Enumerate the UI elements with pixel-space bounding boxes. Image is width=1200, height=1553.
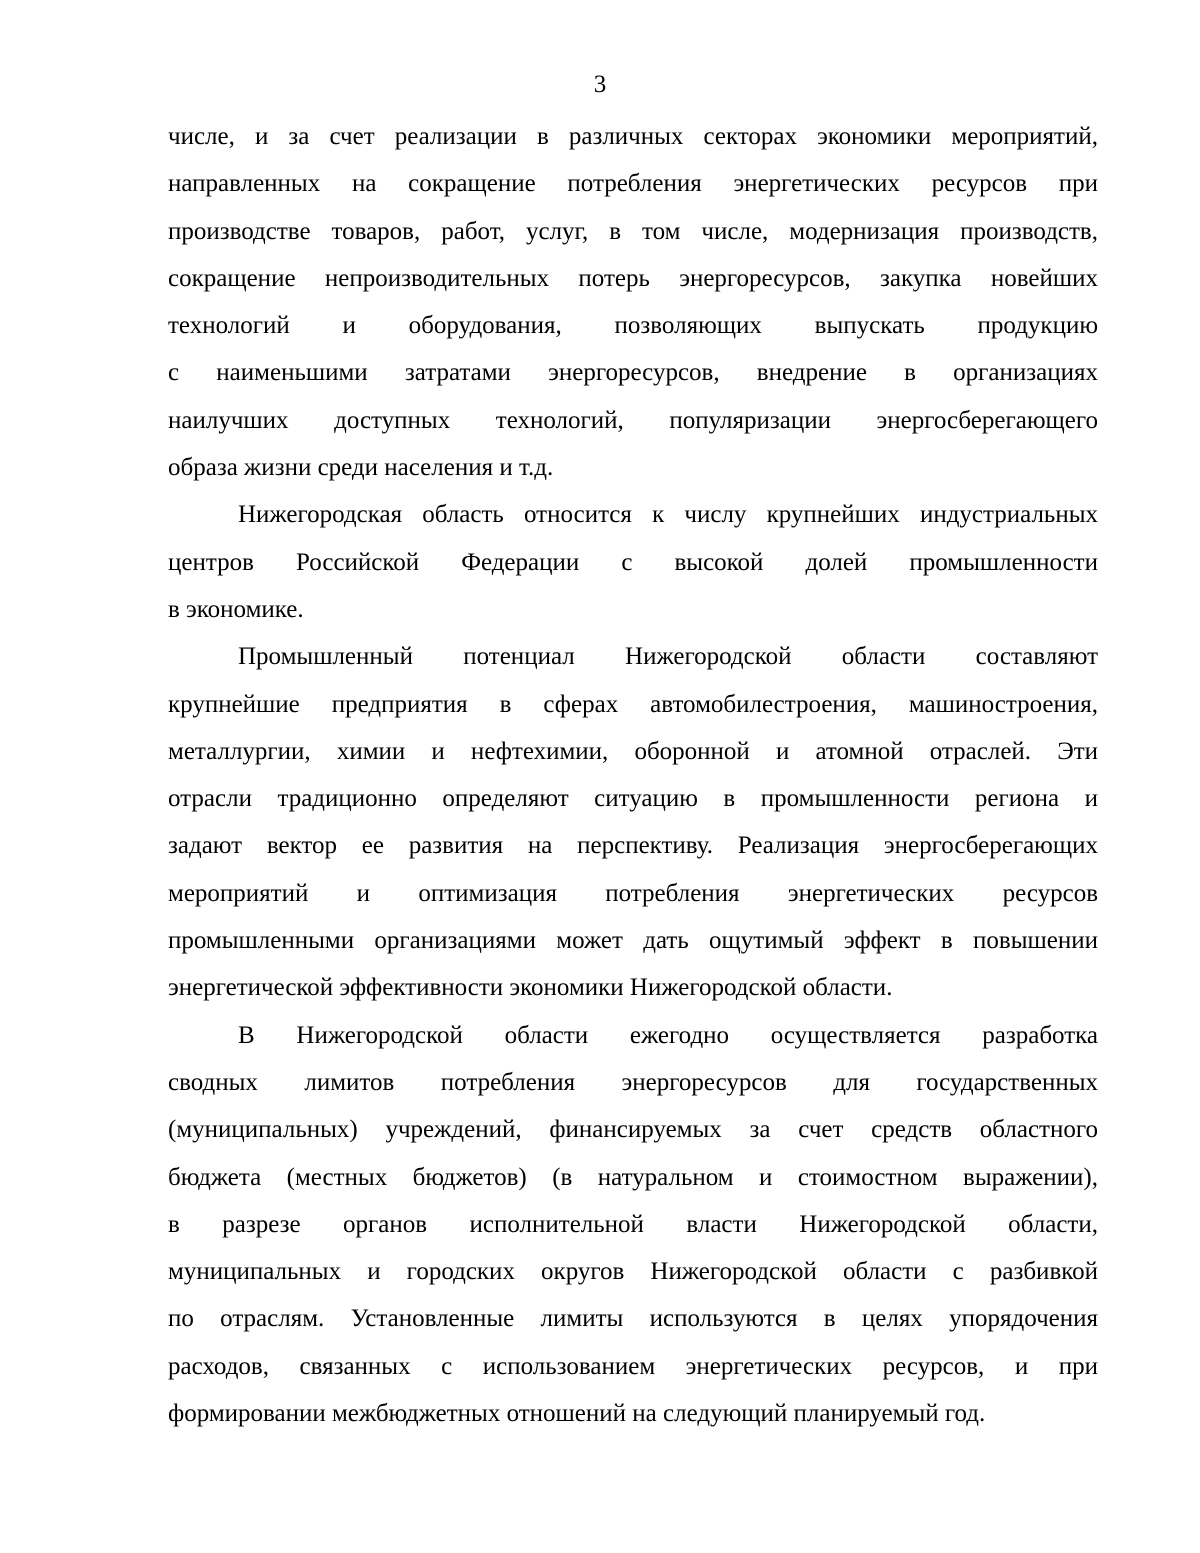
text-line: задают вектор ее развития на перспективу. Реализация энергосберегающих (168, 832, 1098, 860)
text-line: расходов, связанных с использованием энергетических ресурсов, и при (168, 1352, 1098, 1380)
text-line: В Нижегородской области ежегодно осуществляется разработка (238, 1021, 1098, 1049)
text-line: сокращение непроизводительных потерь энергоресурсов, закупка новейших (168, 264, 1098, 292)
text-line: производстве товаров, работ, услуг, в том числе, модернизация производств, (168, 217, 1098, 245)
text-line: наилучших доступных технологий, популяризации энергосберегающего (168, 406, 1098, 434)
text-line: промышленными организациями может дать ощутимый эффект в повышении (168, 927, 1098, 955)
text-line: числе, и за счет реализации в различных секторах экономики мероприятий, (168, 123, 1098, 150)
text-line: Промышленный потенциал Нижегородской области составляют (238, 643, 1098, 671)
text-line: технологий и оборудования, позволяющих выпускать продукцию (168, 312, 1098, 340)
document-body (168, 113, 1098, 1437)
text-line: в экономике. (168, 595, 304, 623)
text-line: энергетической эффективности экономики Нижегородской области. (168, 974, 893, 1002)
paragraph-1 (168, 113, 1098, 491)
text-line: в разрезе органов исполнительной власти Нижегородской области, (168, 1210, 1098, 1238)
text-line: металлургии, химии и нефтехимии, оборонной и атомной отраслей. Эти (168, 737, 1098, 765)
text-line: направленных на сокращение потребления энергетических ресурсов при (168, 170, 1098, 198)
paragraph-2 (168, 491, 1098, 633)
text-line: бюджета (местных бюджетов) (в натуральном и стоимостном выражении), (168, 1163, 1098, 1191)
text-line: с наименьшими затратами энергоресурсов, внедрение в организациях (168, 359, 1098, 387)
text-line: мероприятий и оптимизация потребления энергетических ресурсов (168, 879, 1098, 907)
page-number: 3 (593, 71, 607, 98)
text-line: (муниципальных) учреждений, финансируемых за счет средств областного (168, 1116, 1098, 1144)
text-line: по отраслям. Установленные лимиты используются в целях упорядочения (168, 1305, 1098, 1333)
text-line: формировании межбюджетных отношений на следующий планируемый год. (168, 1400, 986, 1428)
paragraph-3 (168, 633, 1098, 1011)
text-line: образа жизни среди населения и т.д. (168, 454, 554, 482)
paragraph-4 (168, 1012, 1098, 1438)
text-line: крупнейшие предприятия в сферах автомобилестроения, машиностроения, (168, 690, 1098, 718)
text-line: Нижегородская область относится к числу крупнейших индустриальных (238, 501, 1098, 529)
text-line: муниципальных и городских округов Нижегородской области с разбивкой (168, 1258, 1098, 1286)
text-line: сводных лимитов потребления энергоресурсов для государственных (168, 1068, 1098, 1096)
text-line: центров Российской Федерации с высокой долей промышленности (168, 548, 1098, 576)
text-line: отрасли традиционно определяют ситуацию в промышленности региона и (168, 785, 1098, 813)
